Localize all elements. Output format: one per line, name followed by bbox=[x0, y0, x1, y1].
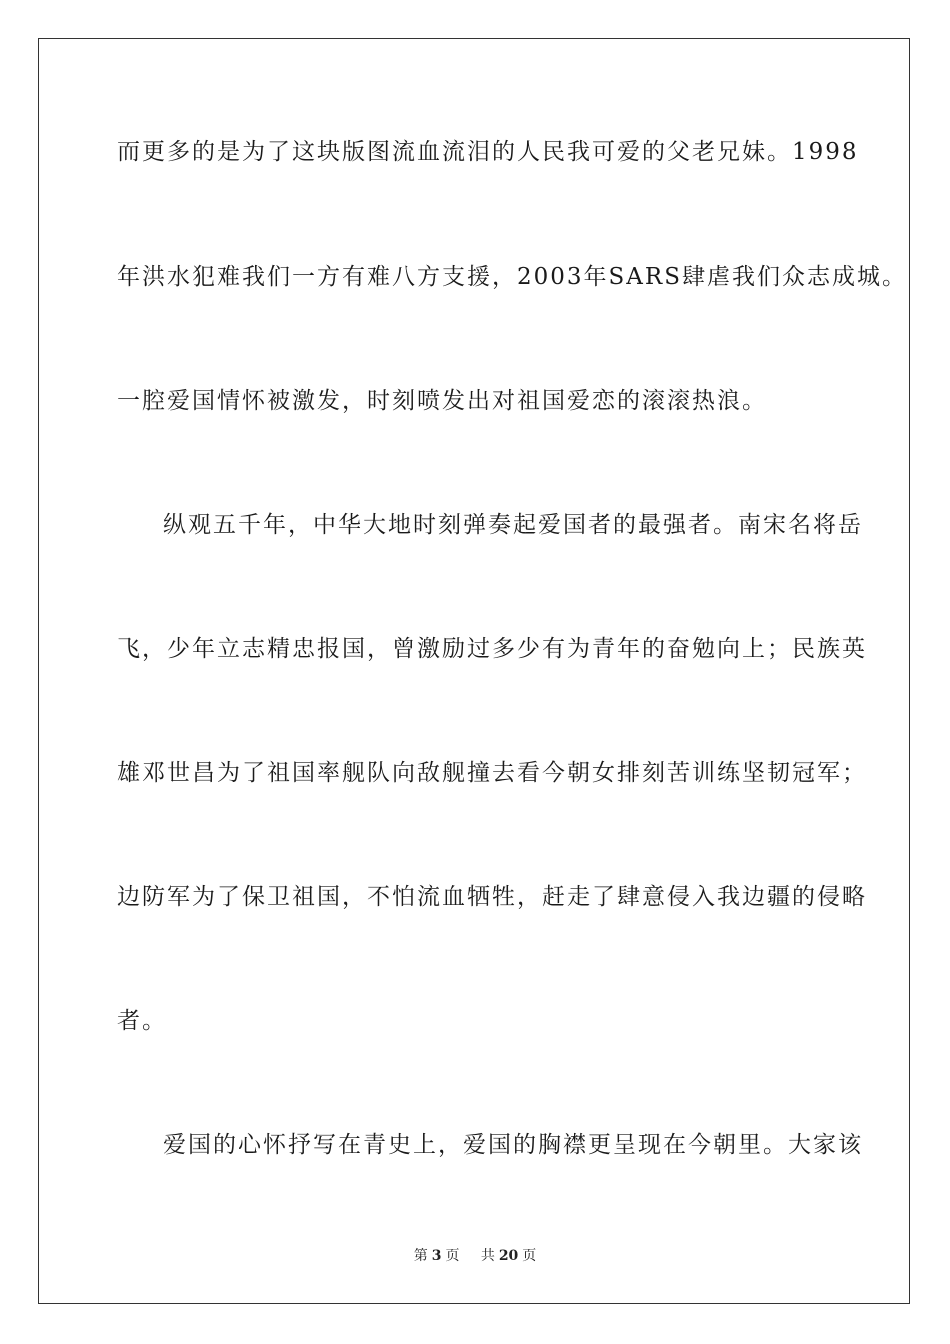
page-suffix: 页 bbox=[445, 1248, 460, 1264]
page-number: 3 bbox=[431, 1248, 442, 1264]
page-prefix: 第 bbox=[413, 1248, 428, 1264]
text-line-8: 者。 bbox=[117, 1008, 167, 1034]
page-border bbox=[38, 38, 910, 1304]
total-suffix: 页 bbox=[522, 1248, 537, 1264]
text-line-2: 年洪水犯难我们一方有难八方支援，2003年SARS肆虐我们众志成城。 bbox=[117, 264, 907, 290]
total-number: 20 bbox=[498, 1248, 519, 1264]
text-line-6: 雄邓世昌为了祖国率舰队向敌舰撞去看今朝女排刻苦训练坚韧冠军； bbox=[117, 760, 867, 786]
text-line-3: 一腔爱国情怀被激发，时刻喷发出对祖国爱恋的滚滚热浪。 bbox=[117, 388, 767, 414]
text-line-9: 爱国的心怀抒写在青史上，爱国的胸襟更呈现在今朝里。大家该 bbox=[163, 1132, 863, 1158]
text-line-1: 而更多的是为了这块版图流血流泪的人民我可爱的父老兄妹。1998 bbox=[117, 139, 859, 165]
total-prefix: 共 bbox=[480, 1248, 495, 1264]
page-number-label bbox=[412, 1248, 462, 1264]
text-line-5: 飞，少年立志精忠报国，曾激励过多少有为青年的奋勉向上；民族英 bbox=[117, 636, 867, 662]
page-footer bbox=[0, 1245, 950, 1265]
total-pages-label bbox=[479, 1248, 538, 1264]
text-line-4: 纵观五千年，中华大地时刻弹奏起爱国者的最强者。南宋名将岳 bbox=[163, 512, 863, 538]
text-line-7: 边防军为了保卫祖国，不怕流血牺牲，赶走了肆意侵入我边疆的侵略 bbox=[117, 884, 867, 910]
